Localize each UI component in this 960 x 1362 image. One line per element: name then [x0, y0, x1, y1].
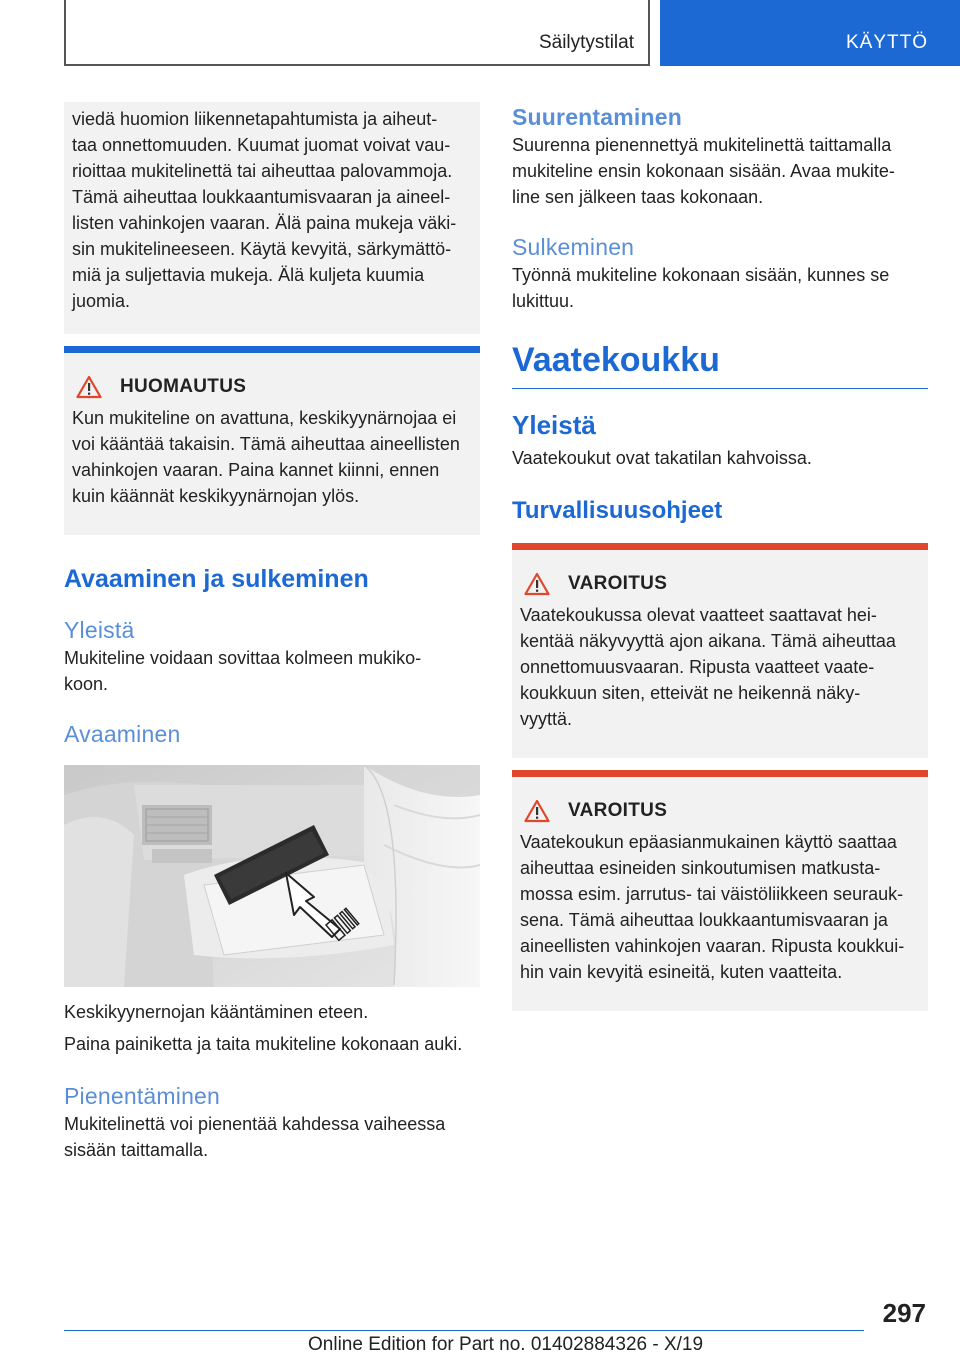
armrest-illustration [64, 765, 480, 987]
header-section-title: Säilytystilat [538, 32, 634, 53]
page-number: 297 [882, 1298, 926, 1328]
subheading-general: Yleistä [64, 617, 135, 643]
subheading-opening: Avaaminen [64, 721, 181, 747]
general-text: Mukiteline voidaan sovittaa kolmeen mukiko- koon. [64, 648, 422, 694]
subheading-enlarge: Suurentaminen [512, 104, 683, 130]
step-2-text: Paina painiketta ja taita mukiteline kokonaan auki. [64, 1034, 463, 1054]
notice-title: HUOMAUTUS [120, 376, 247, 397]
header-section-box [64, 0, 650, 66]
warning-triangle-icon [524, 799, 550, 823]
armrest-cupholder-photo [64, 765, 480, 987]
warning-2-header [520, 799, 920, 823]
step-1-text: Keskikyynernojan kääntäminen eteen. [64, 1002, 369, 1022]
footer-edition-text: Online Edition for Part no. 01402884326 - X/19 [308, 1334, 704, 1355]
warning-1-header [520, 572, 920, 596]
subheading-general-hook: Yleistä [512, 410, 596, 440]
subheading-safety: Turvallisuusohjeet [512, 497, 723, 524]
notice-text: Kun mukiteline on avattuna, keskikyynärnojaa ei voi kääntää takaisin. Tämä aiheuttaa aineellisten vahinkojen vaaran. Paina kannet kiinni, ennen kuin käännät keskikyynärnojan ylös. [72, 408, 460, 506]
continued-warning-text: viedä huomion liikennetapahtumista ja aiheut- taa onnettomuuden. Kuumat juomat voivat vau- rioittaa mukitelinettä tai aiheuttaa palovammoja. Tämä aiheuttaa loukkaantumisvaaran ja aineel- listen vahinkojen vaaran. Älä paina mukeja väki- sin mukitelineeseen. Käytä kevyitä, särkymättö- miä ja suljettavia mukeja. Älä kuljeta kuumia juomia. [72, 109, 457, 311]
warning-box-2 [512, 770, 928, 1011]
warning-box-1 [512, 543, 928, 758]
subheading-close: Sulkeminen [512, 234, 635, 260]
enlarge-text: Suurenna pienennettyä mukitelinettä taittamalla mukiteline ensin kokonaan sisään. Avaa mukite- line sen jälkeen taas kokonaan. [512, 135, 895, 207]
continued-warning-box [64, 102, 480, 334]
footer-rule [64, 1330, 864, 1331]
header-chapter-tab [660, 0, 960, 66]
close-text: Työnnä mukiteline kokonaan sisään, kunnes se lukittuu. [512, 265, 890, 311]
warning-triangle-icon [76, 375, 102, 399]
warning-2-title: VAROITUS [568, 800, 668, 821]
warning-1-title: VAROITUS [568, 573, 668, 594]
section-heading-clothes-hook: Vaatekoukku [512, 341, 720, 379]
right-column [512, 102, 928, 1011]
general-hook-text: Vaatekoukut ovat takatilan kahvoissa. [512, 448, 812, 468]
subheading-reduce: Pienentäminen [64, 1083, 221, 1109]
warning-1-text: Vaatekoukussa olevat vaatteet saattavat hei- kentää näkyvyyttä ajon aikana. Tämä aiheuttaa onnettomuusvaaran. Ripusta vaatteet vaate- koukkuun siten, etteivät ne heikennä näky- vyyttä. [520, 605, 896, 729]
section-heading-opening-closing: Avaaminen ja sulkeminen [64, 565, 369, 593]
section-heading-rule [512, 338, 928, 389]
left-column [64, 102, 480, 1163]
warning-triangle-icon [524, 572, 550, 596]
notice-header [72, 375, 472, 399]
notice-box [64, 346, 480, 535]
header-chapter-title: KÄYTTÖ [845, 32, 928, 53]
reduce-text: Mukitelinettä voi pienentää kahdessa vaiheessa sisään taittamalla. [64, 1114, 446, 1160]
warning-2-text: Vaatekoukun epäasianmukainen käyttö saattaa aiheuttaa esineiden sinkoutumisen matkusta- mossa esim. jarrutus- tai väistöliikkeen seurauk- sena. Tämä aiheuttaa loukkaantumisvaaran ja aineellisten vahinkojen vaaran. Ripusta koukkui- hin vain kevyitä esineitä, kuten vaatteita. [520, 832, 905, 982]
